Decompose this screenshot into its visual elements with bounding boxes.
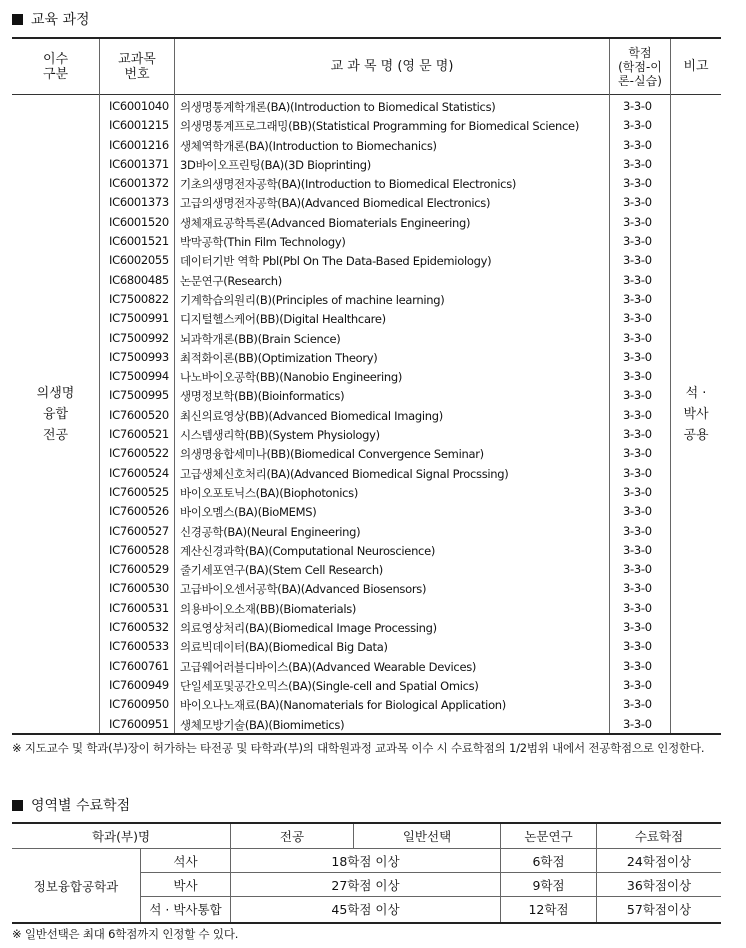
course-name: 데이터기반 역학 Pbl(Pbl On The Data-Based Epidemiology) [180,254,492,269]
section-title-text: 영역별 수료학점 [31,798,131,814]
course-name: 나노바이오공학(BB)(Nanobio Engineering) [180,370,403,385]
course-code: IC7600526 [109,504,169,519]
table-row [12,599,721,618]
table-row [12,618,721,637]
note-cell: 석 · 박사 공용 [683,385,709,443]
table-row [12,348,721,367]
course-credits: 3-3-0 [623,562,652,577]
total-credits-cell: 36학점이상 [626,878,692,893]
course-credits: 3-3-0 [623,600,652,615]
table-row [12,406,721,425]
course-code: IC7600521 [109,427,169,442]
course-name: 단일세포및공간오믹스(BA)(Single-cell and Spatial Omics) [180,678,479,693]
course-code: IC7500822 [109,291,169,306]
course-name: 최신의료영상(BB)(Advanced Biomedical Imaging) [180,408,443,423]
course-credits: 3-3-0 [623,484,652,499]
course-credits: 3-3-0 [623,195,652,210]
course-code: IC7500992 [109,330,169,345]
course-name: 생체재료공학특론(Advanced Biomaterials Engineering) [180,215,471,230]
course-name: 생체모방기술(BA)(Biomimetics) [180,717,345,732]
major-credits-cell: 45학점 이상 [331,902,400,917]
research-credits-cell: 6학점 [532,854,565,869]
course-name: 고급바이오센서공학(BA)(Advanced Biosensors) [180,582,427,597]
course-rows [12,97,721,734]
header-research: 논문연구 [524,829,573,844]
section-title-curriculum [12,9,90,29]
table-row [12,309,721,328]
course-name: 계산신경과학(BA)(Computational Neuroscience) [180,543,436,558]
course-name: 기초의생명전자공학(BA)(Introduction to Biomedical Electronics) [180,177,517,192]
course-name: 고급생체신호처리(BA)(Advanced Biomedical Signal Procssing) [180,466,509,481]
table-row [12,560,721,579]
course-code: IC7500994 [109,369,169,384]
course-name: 신경공학(BA)(Neural Engineering) [180,524,361,539]
table-row [12,541,721,560]
course-name: 시스템생리학(BB)(System Physiology) [180,428,380,443]
header-note: 비고 [683,59,709,74]
table-row [12,97,721,116]
header-major: 전공 [279,829,305,844]
table-row [12,116,721,135]
total-credits-cell: 57학점이상 [626,902,692,917]
course-code: IC7600525 [109,484,169,499]
course-code: IC6001520 [109,214,169,229]
course-credits: 3-3-0 [623,677,652,692]
table-row [12,386,721,405]
table-row [12,695,721,714]
table-row [12,329,721,348]
course-name: 의료빅데이터(BA)(Biomedical Big Data) [180,640,388,655]
table-row [12,271,721,290]
curriculum-table [12,37,721,735]
header-code: 교과목 번호 [118,51,156,82]
course-code: IC6001521 [109,234,169,249]
table-row [12,522,721,541]
square-bullet-icon [12,800,23,811]
course-credits: 3-3-0 [623,291,652,306]
course-credits: 3-3-0 [623,214,652,229]
table-row [12,483,721,502]
degree-cell: 석 · 박사통합 [149,902,222,917]
course-code: IC6001373 [109,195,169,210]
course-name: 3D바이오프린팅(BA)(3D Bioprinting) [180,157,371,172]
course-credits: 3-3-0 [623,716,652,731]
table-row [12,174,721,193]
course-name: 생명정보학(BB)(Bioinformatics) [180,389,345,404]
table-row [12,425,721,444]
course-name: 의용바이오소재(BB)(Biomaterials) [180,601,357,616]
credits-footnote: ※ 일반선택은 최대 6학점까지 인정할 수 있다. [12,927,239,941]
table-row [12,213,721,232]
course-credits: 3-3-0 [623,253,652,268]
degree-cell: 석사 [173,854,198,869]
table-row [12,136,721,155]
course-name: 박막공학(Thin Film Technology) [180,235,346,250]
course-code: IC7600524 [109,465,169,480]
course-credits: 3-3-0 [623,542,652,557]
course-code: IC7500995 [109,388,169,403]
course-credits: 3-3-0 [623,176,652,191]
dept-cell: 의생명 융합 전공 [36,385,75,443]
course-code: IC7600528 [109,542,169,557]
table-row [12,715,721,734]
curriculum-table-body [12,95,721,733]
course-name: 최적화이론(BB)(Optimization Theory) [180,350,378,365]
course-code: IC6001216 [109,137,169,152]
course-credits: 3-3-0 [623,118,652,133]
course-code: IC7600531 [109,600,169,615]
course-code: IC7600522 [109,446,169,461]
course-name: 의생명융합세미나(BB)(Biomedical Convergence Seminar) [180,447,484,462]
course-code: IC7600950 [109,697,169,712]
course-code: IC7600951 [109,716,169,731]
course-code: IC7500993 [109,349,169,364]
course-credits: 3-3-0 [623,620,652,635]
course-credits: 3-3-0 [623,446,652,461]
credits-table [12,822,721,924]
course-code: IC6002055 [109,253,169,268]
course-code: IC6001372 [109,176,169,191]
course-code: IC7500991 [109,311,169,326]
header-credits: 학점 (학점-이 론-실습) [618,45,662,88]
major-credits-cell: 18학점 이상 [331,854,400,869]
course-code: IC7600520 [109,407,169,422]
course-code: IC6001215 [109,118,169,133]
course-code: IC7600527 [109,523,169,538]
course-code: IC7600529 [109,562,169,577]
course-code: IC6001040 [109,99,169,113]
course-name: 바이오나노재료(BA)(Nanomaterials for Biological Application) [180,698,506,713]
course-code: IC7600532 [109,620,169,635]
course-name: 디지털헬스케어(BB)(Digital Healthcare) [180,312,386,327]
course-name: 의료영상처리(BA)(Biomedical Image Processing) [180,621,437,636]
header-dept: 이수 구분 [42,51,69,82]
table-row [12,657,721,676]
header-name: 교 과 목 명 (영 문 명) [330,59,454,74]
course-name: 생체역학개론(BA)(Introduction to Biomechanics) [180,138,437,153]
course-credits: 3-3-0 [623,523,652,538]
course-credits: 3-3-0 [623,504,652,519]
table-row [12,579,721,598]
course-credits: 3-3-0 [623,407,652,422]
table-row [12,676,721,695]
degree-cell: 박사 [173,878,198,893]
table-row [12,464,721,483]
course-credits: 3-3-0 [623,369,652,384]
table-row [12,637,721,656]
square-bullet-icon [12,14,23,25]
header-elective: 일반선택 [402,829,452,844]
course-name: 고급의생명전자공학(BA)(Advanced Biomedical Electronics) [180,196,491,211]
course-code: IC6800485 [109,272,169,287]
course-code: IC7600949 [109,677,169,692]
course-credits: 3-3-0 [623,639,652,654]
curriculum-table-header [12,39,721,95]
course-credits: 3-3-0 [623,349,652,364]
course-name: 의생명통계학개론(BA)(Introduction to Biomedical Statistics) [180,100,496,114]
table-row [12,193,721,212]
total-credits-cell: 24학점이상 [626,854,692,869]
course-credits: 3-3-0 [623,330,652,345]
major-credits-cell: 27학점 이상 [331,878,400,893]
course-credits: 3-3-0 [623,427,652,442]
course-name: 줄기세포연구(BA)(Stem Cell Research) [180,563,383,578]
table-row [12,232,721,251]
course-credits: 3-3-0 [623,697,652,712]
course-name: 뇌과학개론(BB)(Brain Science) [180,331,341,346]
column-divider [353,824,354,848]
course-name: 기계학습의원리(B)(Principles of machine learning) [180,292,445,307]
header-dept: 학과(부)명 [91,829,151,844]
research-credits-cell: 9학점 [532,878,565,893]
section-title-text: 교육 과정 [31,12,90,28]
course-name: 바이오멤스(BA)(BioMEMS) [180,505,317,520]
dept-cell: 정보융합공학과 [33,878,119,894]
course-code: IC7600761 [109,658,169,673]
course-credits: 3-3-0 [623,388,652,403]
course-credits: 3-3-0 [623,581,652,596]
table-row [12,155,721,174]
course-code: IC6001371 [109,156,169,171]
table-row [12,444,721,463]
course-credits: 3-3-0 [623,658,652,673]
section-title-credits [12,795,130,815]
course-code: IC7600530 [109,581,169,596]
course-credits: 3-3-0 [623,272,652,287]
course-credits: 3-3-0 [623,99,652,113]
course-credits: 3-3-0 [623,465,652,480]
course-name: 고급웨어러블디바이스(BA)(Advanced Wearable Devices) [180,659,477,674]
table-row [12,502,721,521]
course-name: 의생명통계프로그래밍(BB)(Statistical Programming for Biomedical Science) [180,119,580,134]
course-code: IC7600533 [109,639,169,654]
curriculum-footnote: ※ 지도교수 및 학과(부)장이 허가하는 타전공 및 타학과(부)의 대학원과정 교과목 이수 시 수료학점의 1/2범위 내에서 전공학점으로 인정한다. [12,741,705,755]
table-row [12,367,721,386]
research-credits-cell: 12학점 [528,902,569,917]
course-name: 논문연구(Research) [180,273,282,288]
table-row [12,251,721,270]
table-row [12,290,721,309]
course-credits: 3-3-0 [623,234,652,249]
course-name: 바이오포토닉스(BA)(Biophotonics) [180,485,359,500]
header-total: 수료학점 [634,829,684,844]
course-credits: 3-3-0 [623,137,652,152]
course-credits: 3-3-0 [623,156,652,171]
course-credits: 3-3-0 [623,311,652,326]
